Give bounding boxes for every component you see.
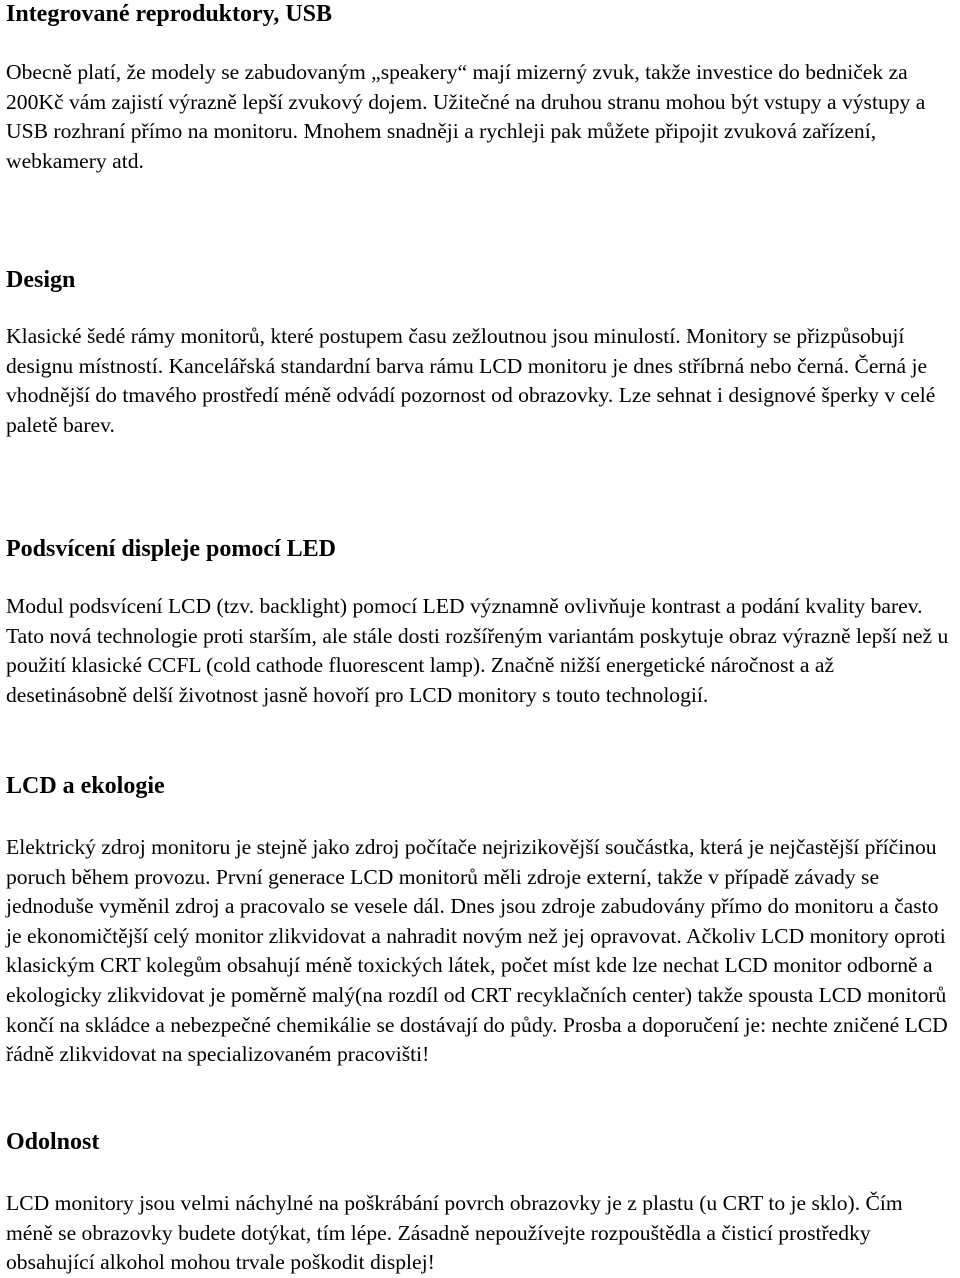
section-heading: Integrované reproduktory, USB <box>6 1 333 27</box>
section-paragraph: Klasické šedé rámy monitorů, které postupem času zežloutnou jsou minulostí. Monitory se přizpůsobují designu místností. Kancelářská standardní barva rámu LCD monitoru je dnes stříbrná nebo černá. Černá je vhodnější do tmavého prostředí méně odvádí pozornost od obrazovky. Lze sehnat i designové šperky v celé paletě barev. <box>6 324 936 437</box>
section-speakers-usb <box>6 0 952 176</box>
section-paragraph: Obecně platí, že modely se zabudovaným „speakery“ mají mizerný zvuk, takže investice do bedniček za 200Kč vám zajistí výrazně lepší zvukový dojem. Užitečné na druhou stranu mohou být vstupy a výstupy a USB rozhraní přímo na monitoru. Mnohem snadněji a rychleji pak můžete připojit zvuková zařízení, webkamery atd. <box>6 60 926 173</box>
section-design <box>6 266 952 440</box>
section-led-backlight <box>6 535 952 710</box>
section-heading: Podsvícení displeje pomocí LED <box>6 536 337 562</box>
section-heading: Design <box>6 267 76 293</box>
section-heading: Odolnost <box>6 1129 100 1155</box>
section-paragraph: Modul podsvícení LCD (tzv. backlight) pomocí LED významně ovlivňuje kontrast a podání kvality barev. Tato nová technologie proti starším, ale stále dosti rozšířeným variantám poskytuje obraz výrazně lepší než u použití klasické CCFL (cold cathode fluorescent lamp). Značně nižší energetické náročnost a až desetinásobně delší životnost jasně hovoří pro LCD monitory s touto technologií. <box>6 594 949 707</box>
section-heading: LCD a ekologie <box>6 773 165 799</box>
section-paragraph: Elektrický zdroj monitoru je stejně jako zdroj počítače nejrizikovější součástka, která je nejčastější příčinou poruch během provozu. První generace LCD monitorů měli zdroje externí, takže v případě závady se jednoduše vyměnil zdroj a pracovalo se vesele dál. Dnes jsou zdroje zabudovány přímo do monitoru a často je ekonomičtější celý monitor zlikvidovat a nahradit novým než jej opravovat. Ačkoliv LCD monitory oproti klasickým CRT kolegům obsahují méně toxických látek, počet míst kde lze nechat LCD monitor odborně a ekologicky zlikvidovat je poměrně malý(na rozdíl od CRT recyklačních center) takže spousta LCD monitorů končí na skládce a nebezpečné chemikálie se dostávají do půdy. Prosba a doporučení je: nechte zničené LCD řádně zlikvidovat na specializovaném pracovišti! <box>6 835 948 1067</box>
section-lcd-ecology <box>6 772 952 1070</box>
section-paragraph: LCD monitory jsou velmi náchylné na poškrábání povrch obrazovky je z plastu (u CRT to je sklo). Čím méně se obrazovky budete dotýkat, tím lépe. Zásadně nepoužívejte rozpouštědla a čisticí prostředky obsahující alkohol mohou trvale poškodit displej! <box>6 1191 903 1275</box>
section-durability <box>6 1128 952 1278</box>
